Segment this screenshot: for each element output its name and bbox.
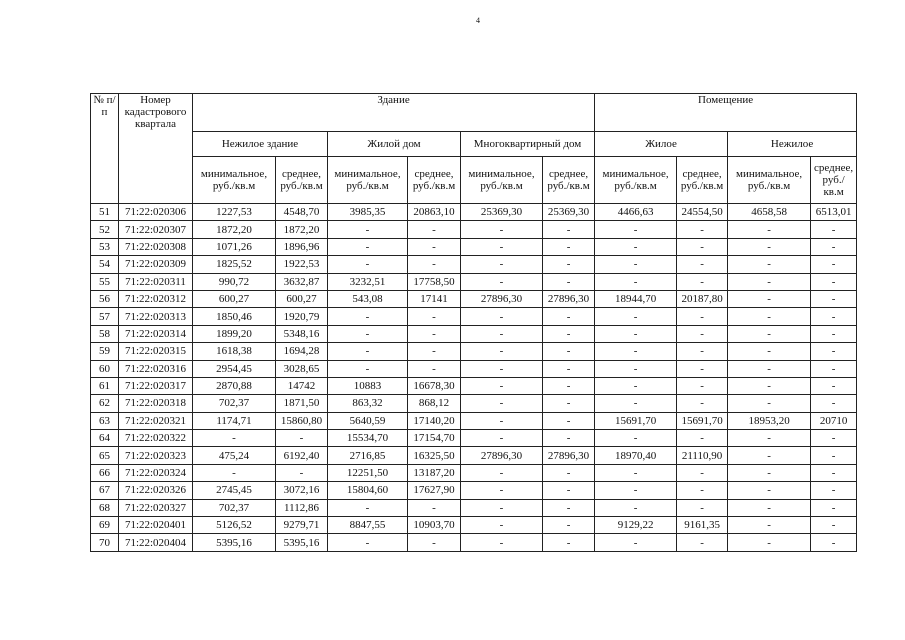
table-row (91, 482, 857, 499)
price-cell: - (461, 412, 543, 429)
price-cell: 17140,20 (408, 412, 461, 429)
table-row (91, 238, 857, 255)
price-cell: - (677, 464, 728, 481)
header-min: минимальное, руб./кв.м (461, 157, 543, 204)
price-cell: 543,08 (328, 290, 408, 307)
cadastral-number: 71:22:020307 (119, 221, 193, 238)
price-cell: - (728, 343, 811, 360)
price-cell: - (461, 308, 543, 325)
price-cell: - (328, 360, 408, 377)
price-cell: 1872,20 (276, 221, 328, 238)
price-cell: 17141 (408, 290, 461, 307)
price-cell: 990,72 (193, 273, 276, 290)
price-cell: 10883 (328, 377, 408, 394)
price-cell: 13187,20 (408, 464, 461, 481)
price-cell: - (728, 273, 811, 290)
row-number: 51 (91, 204, 119, 221)
price-cell: - (811, 464, 857, 481)
price-cell: 1872,20 (193, 221, 276, 238)
price-cell: 17627,90 (408, 482, 461, 499)
price-cell: 25369,30 (461, 204, 543, 221)
price-cell: - (543, 256, 595, 273)
cadastral-value-table (90, 93, 857, 552)
price-cell: 1694,28 (276, 343, 328, 360)
price-cell: 1899,20 (193, 325, 276, 342)
cadastral-number: 71:22:020317 (119, 377, 193, 394)
table-row (91, 499, 857, 516)
header-premises: Помещение (595, 94, 857, 132)
price-cell: - (811, 482, 857, 499)
price-cell: - (543, 395, 595, 412)
price-cell: 1920,79 (276, 308, 328, 325)
price-cell: - (728, 517, 811, 534)
table-row (91, 430, 857, 447)
price-cell: - (328, 256, 408, 273)
price-cell: - (728, 482, 811, 499)
price-cell: 9279,71 (276, 517, 328, 534)
header-building: Здание (193, 94, 595, 132)
cadastral-number: 71:22:020404 (119, 534, 193, 551)
table-row (91, 534, 857, 551)
price-cell: - (728, 395, 811, 412)
price-cell: 1896,96 (276, 238, 328, 255)
price-cell: - (543, 325, 595, 342)
header-min: минимальное, руб./кв.м (728, 157, 811, 204)
table-row (91, 273, 857, 290)
price-cell: - (728, 256, 811, 273)
price-cell: 15691,70 (595, 412, 677, 429)
cadastral-number: 71:22:020306 (119, 204, 193, 221)
price-cell: 1071,26 (193, 238, 276, 255)
price-cell: 15804,60 (328, 482, 408, 499)
price-cell: 15534,70 (328, 430, 408, 447)
price-cell: 868,12 (408, 395, 461, 412)
price-cell: - (728, 447, 811, 464)
price-cell: 5348,16 (276, 325, 328, 342)
row-number: 55 (91, 273, 119, 290)
price-cell: - (811, 430, 857, 447)
row-number: 61 (91, 377, 119, 394)
price-cell: 2870,88 (193, 377, 276, 394)
price-cell: - (595, 256, 677, 273)
price-cell: - (677, 482, 728, 499)
row-number: 64 (91, 430, 119, 447)
price-cell: 4658,58 (728, 204, 811, 221)
price-cell: - (328, 534, 408, 551)
price-cell: - (543, 517, 595, 534)
table-row (91, 395, 857, 412)
price-cell: 3072,16 (276, 482, 328, 499)
price-cell: - (595, 464, 677, 481)
price-cell: 1112,86 (276, 499, 328, 516)
table-row (91, 204, 857, 221)
price-cell: - (408, 238, 461, 255)
price-cell: - (276, 430, 328, 447)
price-cell: 17758,50 (408, 273, 461, 290)
price-cell: 18944,70 (595, 290, 677, 307)
price-cell: - (595, 534, 677, 551)
price-cell: 600,27 (276, 290, 328, 307)
cadastral-number: 71:22:020315 (119, 343, 193, 360)
price-cell: - (677, 343, 728, 360)
price-cell: 20187,80 (677, 290, 728, 307)
cadastral-number: 71:22:020308 (119, 238, 193, 255)
price-cell: - (461, 343, 543, 360)
price-cell: - (461, 360, 543, 377)
header-avg: среднее, руб./кв.м (811, 157, 857, 204)
row-number: 60 (91, 360, 119, 377)
price-cell: - (461, 325, 543, 342)
price-cell: - (408, 499, 461, 516)
price-cell: 15860,80 (276, 412, 328, 429)
price-cell: - (728, 377, 811, 394)
price-cell: - (728, 534, 811, 551)
price-cell: - (595, 238, 677, 255)
price-cell: - (677, 430, 728, 447)
price-cell: 1174,71 (193, 412, 276, 429)
cadastral-number: 71:22:020326 (119, 482, 193, 499)
price-cell: - (811, 499, 857, 516)
price-cell: 3232,51 (328, 273, 408, 290)
price-cell: 9129,22 (595, 517, 677, 534)
table-row (91, 377, 857, 394)
cadastral-number: 71:22:020327 (119, 499, 193, 516)
price-cell: 21110,90 (677, 447, 728, 464)
price-cell: 4548,70 (276, 204, 328, 221)
header-res-premises: Жилое (595, 132, 728, 157)
header-house: Жилой дом (328, 132, 461, 157)
price-cell: 27896,30 (461, 290, 543, 307)
price-cell: 14742 (276, 377, 328, 394)
row-number: 56 (91, 290, 119, 307)
price-cell: - (461, 377, 543, 394)
price-cell: 12251,50 (328, 464, 408, 481)
price-cell: - (408, 360, 461, 377)
table-row (91, 256, 857, 273)
price-cell: 5395,16 (276, 534, 328, 551)
price-cell: - (408, 325, 461, 342)
price-cell: - (595, 430, 677, 447)
price-cell: - (811, 290, 857, 307)
price-cell: - (728, 325, 811, 342)
price-cell: - (461, 256, 543, 273)
price-cell: - (811, 256, 857, 273)
table-row (91, 447, 857, 464)
table-row (91, 343, 857, 360)
cadastral-number: 71:22:020322 (119, 430, 193, 447)
price-cell: - (408, 221, 461, 238)
header-avg: среднее, руб./кв.м (408, 157, 461, 204)
price-cell: - (728, 360, 811, 377)
row-number: 58 (91, 325, 119, 342)
price-cell: - (408, 343, 461, 360)
price-cell: - (728, 221, 811, 238)
row-number: 67 (91, 482, 119, 499)
price-cell: 18953,20 (728, 412, 811, 429)
price-cell: - (811, 308, 857, 325)
table-row (91, 464, 857, 481)
price-cell: - (595, 343, 677, 360)
header-num: № п/п (91, 94, 119, 204)
price-cell: - (543, 221, 595, 238)
price-cell: - (543, 482, 595, 499)
price-cell: 2954,45 (193, 360, 276, 377)
price-cell: - (677, 534, 728, 551)
price-cell: 1825,52 (193, 256, 276, 273)
row-number: 69 (91, 517, 119, 534)
price-cell: - (811, 534, 857, 551)
price-cell: 27896,30 (461, 447, 543, 464)
price-cell: - (408, 308, 461, 325)
price-cell: - (461, 238, 543, 255)
price-cell: - (677, 273, 728, 290)
price-cell: - (193, 430, 276, 447)
price-cell: 1227,53 (193, 204, 276, 221)
row-number: 57 (91, 308, 119, 325)
price-cell: - (811, 360, 857, 377)
row-number: 52 (91, 221, 119, 238)
price-cell: - (677, 325, 728, 342)
price-cell: - (595, 308, 677, 325)
price-cell: 702,37 (193, 499, 276, 516)
price-cell: 3985,35 (328, 204, 408, 221)
header-avg: среднее, руб./кв.м (677, 157, 728, 204)
price-cell: - (461, 464, 543, 481)
price-cell: - (811, 238, 857, 255)
price-cell: 6513,01 (811, 204, 857, 221)
cadastral-number: 71:22:020311 (119, 273, 193, 290)
price-cell: 1850,46 (193, 308, 276, 325)
price-cell: 2745,45 (193, 482, 276, 499)
price-cell: 4466,63 (595, 204, 677, 221)
price-cell: - (728, 238, 811, 255)
price-cell: 475,24 (193, 447, 276, 464)
price-cell: 3632,87 (276, 273, 328, 290)
price-cell: - (677, 395, 728, 412)
price-cell: 1922,53 (276, 256, 328, 273)
price-cell: - (595, 221, 677, 238)
page-number: 4 (476, 16, 480, 25)
price-cell: 16678,30 (408, 377, 461, 394)
price-cell: - (461, 221, 543, 238)
cadastral-number: 71:22:020401 (119, 517, 193, 534)
price-cell: - (811, 325, 857, 342)
cadastral-number: 71:22:020313 (119, 308, 193, 325)
price-cell: - (595, 360, 677, 377)
row-number: 70 (91, 534, 119, 551)
header-nonres-premises: Нежилое (728, 132, 857, 157)
price-cell: - (461, 482, 543, 499)
price-cell: - (328, 221, 408, 238)
price-cell: - (677, 308, 728, 325)
price-cell: 20710 (811, 412, 857, 429)
price-cell: - (461, 395, 543, 412)
header-min: минимальное, руб./кв.м (328, 157, 408, 204)
price-cell: - (677, 499, 728, 516)
price-cell: - (193, 464, 276, 481)
price-cell: 863,32 (328, 395, 408, 412)
price-cell: - (543, 238, 595, 255)
cadastral-number: 71:22:020316 (119, 360, 193, 377)
price-cell: - (328, 499, 408, 516)
price-cell: - (461, 517, 543, 534)
row-number: 65 (91, 447, 119, 464)
price-cell: 702,37 (193, 395, 276, 412)
row-number: 68 (91, 499, 119, 516)
row-number: 59 (91, 343, 119, 360)
row-number: 66 (91, 464, 119, 481)
header-avg: среднее, руб./кв.м (276, 157, 328, 204)
header-cadastral: Номер кадастрового квартала (119, 94, 193, 204)
price-cell: - (811, 517, 857, 534)
price-cell: 25369,30 (543, 204, 595, 221)
price-cell: - (543, 308, 595, 325)
price-cell: 5640,59 (328, 412, 408, 429)
price-cell: - (811, 343, 857, 360)
header-apartment: Многоквартирный дом (461, 132, 595, 157)
price-cell: - (461, 499, 543, 516)
table-body (91, 204, 857, 552)
price-cell: 3028,65 (276, 360, 328, 377)
price-cell: - (543, 499, 595, 516)
price-cell: - (543, 343, 595, 360)
price-cell: - (328, 238, 408, 255)
price-cell: - (408, 534, 461, 551)
price-cell: - (728, 430, 811, 447)
price-cell: - (677, 238, 728, 255)
price-cell: - (328, 343, 408, 360)
price-cell: - (811, 273, 857, 290)
table-row (91, 308, 857, 325)
price-cell: 15691,70 (677, 412, 728, 429)
price-cell: 17154,70 (408, 430, 461, 447)
price-cell: - (543, 273, 595, 290)
price-cell: - (811, 395, 857, 412)
cadastral-number: 71:22:020312 (119, 290, 193, 307)
price-cell: - (595, 482, 677, 499)
cadastral-number: 71:22:020323 (119, 447, 193, 464)
price-cell: - (543, 360, 595, 377)
cadastral-number: 71:22:020314 (119, 325, 193, 342)
header-nonres-building: Нежилое здание (193, 132, 328, 157)
price-cell: - (461, 273, 543, 290)
cadastral-number: 71:22:020309 (119, 256, 193, 273)
price-cell: 600,27 (193, 290, 276, 307)
row-number: 53 (91, 238, 119, 255)
price-cell: - (276, 464, 328, 481)
price-cell: 5395,16 (193, 534, 276, 551)
row-number: 63 (91, 412, 119, 429)
price-cell: - (677, 360, 728, 377)
header-min: минимальное, руб./кв.м (595, 157, 677, 204)
price-cell: - (811, 221, 857, 238)
price-cell: 24554,50 (677, 204, 728, 221)
cadastral-number: 71:22:020318 (119, 395, 193, 412)
table-row (91, 412, 857, 429)
header-avg: среднее, руб./кв.м (543, 157, 595, 204)
price-cell: - (543, 412, 595, 429)
header-min: минимальное, руб./кв.м (193, 157, 276, 204)
table-row (91, 290, 857, 307)
cadastral-number: 71:22:020324 (119, 464, 193, 481)
table-row (91, 360, 857, 377)
price-cell: - (328, 308, 408, 325)
price-cell: 20863,10 (408, 204, 461, 221)
price-cell: 9161,35 (677, 517, 728, 534)
table-row (91, 517, 857, 534)
price-cell: 1618,38 (193, 343, 276, 360)
price-cell: - (543, 430, 595, 447)
price-cell: - (461, 430, 543, 447)
price-cell: - (595, 499, 677, 516)
price-cell: 27896,30 (543, 447, 595, 464)
price-cell: 2716,85 (328, 447, 408, 464)
price-cell: - (595, 273, 677, 290)
table-row (91, 221, 857, 238)
price-cell: - (543, 377, 595, 394)
price-cell: 8847,55 (328, 517, 408, 534)
price-cell: 5126,52 (193, 517, 276, 534)
price-cell: - (408, 256, 461, 273)
price-cell: 10903,70 (408, 517, 461, 534)
row-number: 62 (91, 395, 119, 412)
price-cell: 1871,50 (276, 395, 328, 412)
price-cell: - (461, 534, 543, 551)
price-cell: - (595, 395, 677, 412)
price-cell: - (728, 290, 811, 307)
price-cell: 27896,30 (543, 290, 595, 307)
price-cell: 6192,40 (276, 447, 328, 464)
price-cell: - (543, 464, 595, 481)
price-cell: - (811, 377, 857, 394)
price-cell: - (328, 325, 408, 342)
price-cell: - (728, 308, 811, 325)
price-cell: - (595, 377, 677, 394)
price-cell: - (728, 464, 811, 481)
price-cell: - (728, 499, 811, 516)
price-cell: - (811, 447, 857, 464)
price-cell: 18970,40 (595, 447, 677, 464)
price-cell: - (543, 534, 595, 551)
price-cell: - (677, 221, 728, 238)
cadastral-number: 71:22:020321 (119, 412, 193, 429)
price-cell: - (677, 377, 728, 394)
price-cell: - (677, 256, 728, 273)
row-number: 54 (91, 256, 119, 273)
table-row (91, 325, 857, 342)
price-cell: 16325,50 (408, 447, 461, 464)
price-cell: - (595, 325, 677, 342)
